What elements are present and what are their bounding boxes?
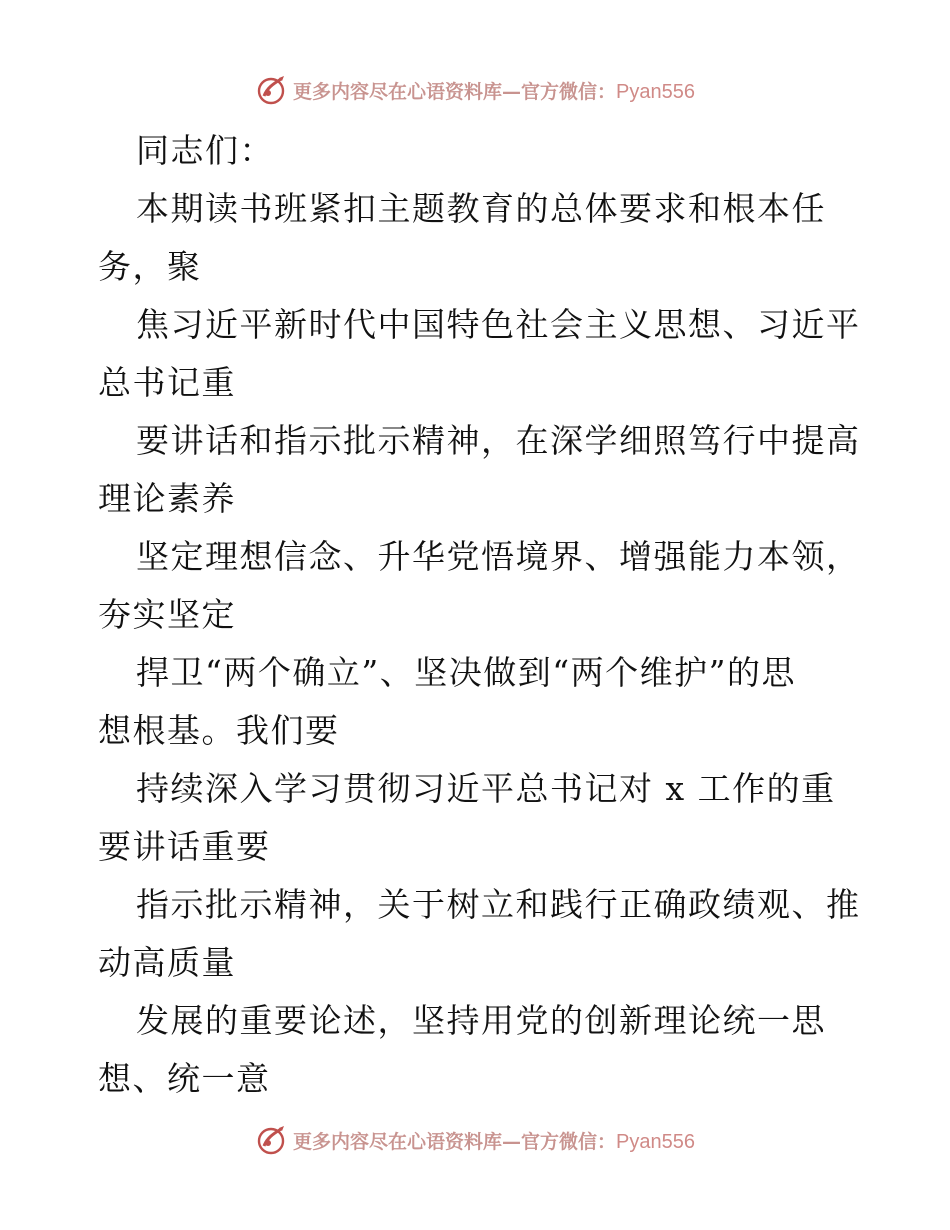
text-line: 指示批示精神，关于树立和践行正确政绩观、推 (136, 885, 861, 924)
footer-wechat-label: 官方微信： (521, 1130, 617, 1153)
text-line: 坚定理想信念、升华党悟境界、增强能力本领， (136, 537, 861, 576)
text-line: 发展的重要论述，坚持用党的创新理论统一思 (136, 1001, 826, 1040)
text-line: 持续深入学习贯彻习近平总书记对 x 工作的重 (136, 769, 836, 808)
footer-banner-text (293, 1127, 695, 1154)
text-line: 要讲话重要 (98, 827, 271, 866)
header-site-name: 更多内容尽在心语资料库 (293, 80, 503, 103)
footer-wechat-handle: Pyan556 (616, 1130, 695, 1153)
text-line: 理论素养 (98, 479, 236, 518)
header-banner-content (255, 74, 695, 106)
document-body (98, 122, 861, 1108)
text-line: 要讲话和指示批示精神，在深学细照笃行中提高 (136, 421, 861, 460)
footer-dash: — (502, 1130, 522, 1153)
footer-site-name: 更多内容尽在心语资料库 (293, 1130, 503, 1153)
pen-swirl-logo-icon (255, 1124, 287, 1156)
text-line: 捍卫“两个确立”、坚决做到“两个维护”的思 (136, 653, 796, 692)
header-banner-text (293, 77, 695, 104)
header-wechat-handle: Pyan556 (616, 80, 695, 103)
header-wechat-label: 官方微信： (521, 80, 617, 103)
text-line: 本期读书班紧扣主题教育的总体要求和根本任 (136, 189, 826, 228)
text-line: 动高质量 (98, 943, 236, 982)
pen-swirl-logo-icon (255, 74, 287, 106)
text-line: 想根基。我们要 (98, 711, 340, 750)
text-line: 夯实坚定 (98, 595, 236, 634)
footer-banner (0, 1120, 950, 1160)
text-line: 务，聚 (98, 247, 202, 286)
text-line: 同志们： (136, 131, 274, 170)
header-dash: — (502, 80, 522, 103)
text-line: 总书记重 (98, 363, 236, 402)
text-line: 想、统一意 (98, 1059, 271, 1098)
footer-banner-content (255, 1124, 695, 1156)
text-line: 焦习近平新时代中国特色社会主义思想、习近平 (136, 305, 861, 344)
header-banner (0, 70, 950, 110)
